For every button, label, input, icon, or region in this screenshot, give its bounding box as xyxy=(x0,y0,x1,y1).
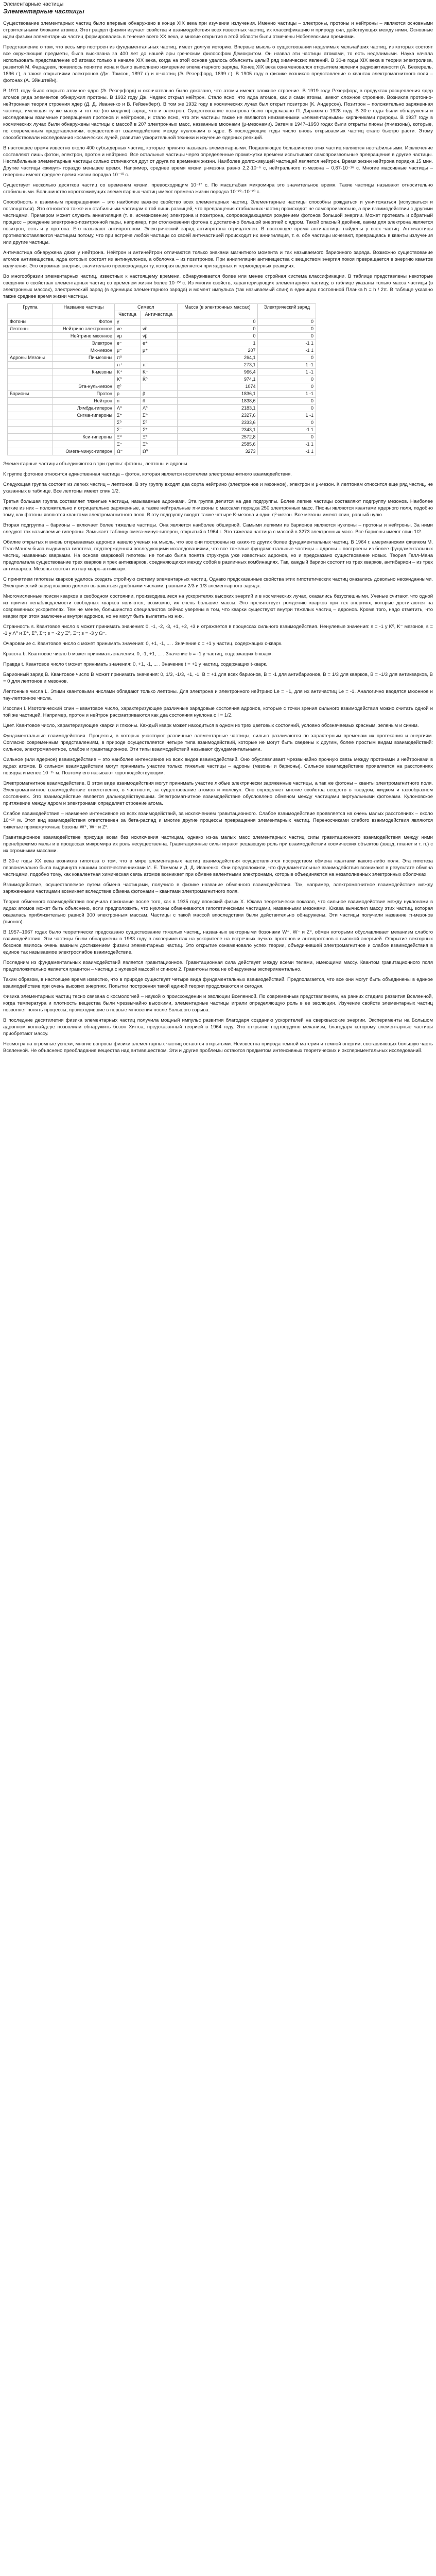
cell-group xyxy=(8,419,53,427)
paragraph: Слабое взаимодействие – наименее интенсивное из всех взаимодействий, за исключением гравитационного. Слабое взаимодействие проявляется на очень малых расстояниях – около 10⁻¹⁸ м. Этот вид взаимодействия ответственен за бета-распад и многие другие процессы превращения элементарных частиц. Переносчиками слабого взаимодействия являются тяжелые промежуточные бозоны W⁺, W⁻ и Z⁰. xyxy=(3,811,433,830)
cell-name: Нейтрино электронное xyxy=(53,326,115,333)
table-header-charge: Электрический заряд xyxy=(258,304,316,318)
paragraph: Очарование c. Квантовое число c может принимать значения: 0, +1, -1, ... . Значение c = +1 у частиц, содержащих c-кварк. xyxy=(3,641,283,647)
cell-antisymbol: Σ̃⁺ xyxy=(141,427,178,434)
table-row xyxy=(8,333,316,340)
paragraph: Барионный заряд B. Квантовое число B может принимать значения: 0, 1/3, -1/3, +1, -1. B = +1 для всех барионов, B = -1 для антибарионов, B = 1/3 для кварков, B = -1/3 для антикварков, B = 0 для лептонов и мезонов. xyxy=(3,672,433,684)
cell-charge: 1 -1 xyxy=(258,362,316,369)
paragraph: Лептонные числа L. Этими квантовыми числами обладают только лептоны. Для электрона и электронного нейтрино Le = +1, для их античастиц Le = -1. Аналогично вводятся мюонное и тау-лептонное числа. xyxy=(3,689,433,701)
cell-antisymbol: Ξ̃⁰ xyxy=(141,434,178,441)
table-subheader-antiparticle: Античастица xyxy=(141,311,178,318)
cell-charge: -1 1 xyxy=(258,448,316,455)
cell-name xyxy=(53,419,115,427)
table-row xyxy=(8,448,316,455)
cell-name: Нейтрино мюонное xyxy=(53,333,115,340)
cell-symbol: γ xyxy=(114,318,140,326)
cell-antisymbol: Ξ̃⁺ xyxy=(141,441,178,448)
paragraph: Элементарные частицы объединяются в три группы: фотоны, лептоны и адроны. xyxy=(3,461,189,467)
cell-mass: 0 xyxy=(177,318,258,326)
table-row xyxy=(8,369,316,376)
table-row xyxy=(8,326,316,333)
cell-mass: 2585,6 xyxy=(177,441,258,448)
cell-mass: 2572,8 xyxy=(177,434,258,441)
paragraph: Способность к взаимным превращениям – это наиболее важное свойство всех элементарных частиц. Элементарные частицы способны рождаться и уничтожаться (испускаться и поглощаться). Это относится также и к стабильным частицам с той лишь разницей, что превращения стабильных частиц происходят не самопроизвольно, а при взаимодействии с другими частицами. Примером может служить аннигиляция (т. е. исчезновение) электрона и позитрона, сопровождающаяся рождением фотонов большой энергии. Может протекать и обратный процесс – рождение электронно-позитронной пары, например, при столкновении фотона с достаточно большой энергией с ядром. Такой опасный двойник, каким для электрона является позитрон, есть и у протона. Его называют антипротоном. Электрический заряд антипротона отрицателен. В настоящее время античастицы найдены у всех частиц. Античастицы противопоставляются частицам потому, что при встрече любой частицы со своей античастицей происходит их аннигиляция, т. е. обе частицы исчезают, превращаясь в кванты излучения или другие частицы. xyxy=(3,199,433,245)
cell-group xyxy=(8,383,53,391)
cell-charge: 1 -1 xyxy=(258,391,316,398)
table-row xyxy=(8,434,316,441)
cell-name: Омега-минус-гиперон xyxy=(53,448,115,455)
paragraph: Электромагнитное взаимодействие. В этом виде взаимодействия могут принимать участие любые электрически заряженные частицы, а так же фотоны – кванты электромагнитного поля. Электромагнитное взаимодействие ответственно, в частности, за существование атомов и молекул. Оно определяет многие свойства веществ в твердом, жидком и газообразном состояниях. Это взаимодействие является дальнодействующим. Электромагнитное взаимодействие обусловлено обменом между частицами виртуальными фотонами. Кулоновское притяжение между ядром и электронами определяет строение атома. xyxy=(3,781,433,806)
cell-name: Эта-нуль-мезон xyxy=(53,383,115,391)
cell-symbol: νe xyxy=(114,326,140,333)
cell-charge: 0 xyxy=(258,318,316,326)
cell-symbol: νμ xyxy=(114,333,140,340)
cell-mass: 2333,6 xyxy=(177,419,258,427)
cell-name: К-мезоны xyxy=(53,369,115,376)
table-row xyxy=(8,354,316,362)
cell-symbol: K⁺ xyxy=(114,369,140,376)
cell-mass: 0 xyxy=(177,326,258,333)
cell-charge: 0 xyxy=(258,383,316,391)
cell-antisymbol: K̃⁰ xyxy=(141,376,178,383)
cell-mass: 2183,1 xyxy=(177,405,258,412)
cell-mass: 3273 xyxy=(177,448,258,455)
paragraph: Во многообразии элементарных частиц, известных к настоящему времени, обнаруживается более или менее стройная система классификации. В таблице представлены некоторые сведения о свойствах элементарных частиц со временем жизни более 10⁻²⁰ с. Из многих свойств, характеризующих элементарную частицу, в таблице указаны только масса частицы (в электронных массах), электрический заряд (в единицах элементарного заряда) и момент импульса (так называемый спин) в единицах постоянной Планка ħ = h / 2π. В таблице указано также среднее время жизни частицы. xyxy=(3,274,433,299)
cell-charge: 0 xyxy=(258,398,316,405)
cell-group xyxy=(8,398,53,405)
cell-symbol: e⁻ xyxy=(114,340,140,347)
cell-antisymbol: π⁻ xyxy=(141,362,178,369)
paragraph: Представление о том, что весь мир построен из фундаментальных частиц, имеет долгую историю. Впервые мысль о существовании неделимых мельчайших частиц, из которых состоят все окружающие предметы, была высказана за 400 лет до нашей эры греческим философом Демокритом. Он назвал эти частицы атомами, то есть неделимыми. Наука начала использовать представление об атомах только в начале XIX века, когда на этой основе удалось объяснить целый ряд химических явлений. В 30-е годы XIX века в теории электролиза, развитой М. Фарадеем, появилось понятие иона и было выполнено измерение элементарного заряда. Конец XIX века ознаменовался открытием явления радиоактивности (А. Беккерель, 1896 г.), а также открытиями электронов (Дж. Томсон, 1897 г.) и α-частиц (Э. Резерфорд, 1899 г.). В 1905 году в физике возникло представление о квантах электромагнитного поля – фотонах (А. Эйнштейн). xyxy=(3,44,433,83)
paragraph: В 1911 году было открыто атомное ядро (Э. Резерфорд) и окончательно было доказано, что атомы имеют сложное строение. В 1919 году Резерфорд в продуктах расщепления ядер атомов ряда элементов обнаружил протоны. В 1932 году Дж. Чедвик открыл нейтрон. Стало ясно, что ядра атомов, как и сами атомы, имеют сложное строение. Возникла протонно-нейтронная теория строения ядер (Д. Д. Иваненко и В. Гейзенберг). В том же 1932 году в космических лучах был открыт позитрон (К. Андерсон). Позитрон – положительно заряженная частица, имеющая ту же массу и тот же (по модулю) заряд, что и электрон. Существование позитрона было предсказано П. Дираком в 1928 году. В 30-е годы были обнаружены и исследованы взаимные превращения протонов и нейтронов, и стало ясно, что эти частицы также не являются неизменными «элементарными» кирпичиками природы. В 1937 году в космических лучах были обнаружены частицы с массой в 207 электронных масс, названные мюонами (μ-мезонами). Затем в 1947–1950 годах были открыты пионы (π-мезоны), которые, по современным представлениям, осуществляют взаимодействие между нуклонами в ядре. В последующие годы число вновь открываемых частиц стало быстро расти. Этому способствовали исследования космических лучей, развитие ускорительной техники и изучение ядерных реакций. xyxy=(3,88,433,141)
cell-name xyxy=(53,376,115,383)
paragraph: Следующая группа состоит из легких частиц – лептонов. В эту группу входят два сорта нейтрино (электронное и мюонное), электрон и μ-мезон. К лептонам относится еще ряд частиц, не указанных в таблице. Все лептоны имеют спин 1/2. xyxy=(3,482,433,494)
cell-group: Лептоны xyxy=(8,326,53,333)
paragraph: Взаимодействие, осуществляемое путем обмена частицами, получило в физике название обменного взаимодействия. Так, например, электромагнитное взаимодействие между заряженными частицами возникает вследствие обмена фотонами – квантами электромагнитного поля. xyxy=(3,882,433,894)
paragraph: Существование элементарных частиц было впервые обнаружено в конце XIX века при изучении излучения. Именно частицы – электроны, протоны и нейтроны – являются основными строительными блоками атомов. Этот раздел физики изучает свойства и взаимодействия всех известных частиц, их классификацию и природу сил, действующих между ними. Основные идеи физики элементарных частиц формировались в течение всего XX века, и многие открытия в этой области были отмечены Нобелевскими премиями. xyxy=(3,21,433,40)
cell-antisymbol: Σ̃⁻ xyxy=(141,412,178,419)
paragraph: В 30-е годы XX века возникла гипотеза о том, что в мире элементарных частиц взаимодействия осуществляются посредством обмена квантами какого-либо поля. Эта гипотеза первоначально была выдвинута нашими соотечественниками И. Е. Таммом и Д. Д. Иваненко. Они предположили, что фундаментальные взаимодействия возникают в результате обмена частицами, подобно тому, как ковалентная химическая связь атомов возникает при обмене валентными электронами, которые объединяются на незаполненных электронных оболочках. xyxy=(3,858,433,877)
cell-symbol: K⁰ xyxy=(114,376,140,383)
cell-antisymbol: K⁻ xyxy=(141,369,178,376)
cell-mass: 2327,6 xyxy=(177,412,258,419)
table-row xyxy=(8,391,316,398)
table-subheader-particle: Частица xyxy=(114,311,140,318)
paragraph: В последние десятилетия физика элементарных частиц получила мощный импульс развития благодаря созданию ускорителей на сверхвысокие энергии. Эксперименты на Большом адронном коллайдере позволили обнаружить бозон Хиггса, предсказанный теорией в 1964 году. Это открытие подтвердило механизм, благодаря которому элементарные частицы приобретают массу. xyxy=(3,1018,433,1037)
cell-mass: 1074 xyxy=(177,383,258,391)
table-row xyxy=(8,412,316,419)
cell-symbol: π⁰ xyxy=(114,354,140,362)
cell-symbol: μ⁻ xyxy=(114,347,140,354)
paragraph: Несмотря на огромные успехи, многие вопросы физики элементарных частиц остаются открытыми. Неизвестна природа темной материи и темной энергии, составляющих большую часть Вселенной. Не объяснено преобладание вещества над антивеществом. Эти и другие проблемы остаются предметом интенсивных теоретических и экспериментальных исследований. xyxy=(3,1041,433,1054)
cell-symbol: Ξ⁻ xyxy=(114,441,140,448)
cell-name: Протон xyxy=(53,391,115,398)
paragraph: Теория обменного взаимодействия получила признание после того, как в 1935 году японский физик Х. Юкава теоретически показал, что сильное взаимодействие между нуклонами в ядрах атомов может быть объяснено, если предположить, что нуклоны обмениваются гипотетическими частицами, названными мезонами. Юкава вычислил массу этих частиц, которая оказалась приблизительно равной 300 электронным массам. Частицы с такой массой впоследствии были действительно обнаружены. Эти частицы получили название π-мезонов (пионов). xyxy=(3,899,433,925)
particles-table xyxy=(7,303,316,455)
cell-symbol: Σ⁰ xyxy=(114,419,140,427)
table-row xyxy=(8,441,316,448)
cell-name: Нейтрон xyxy=(53,398,115,405)
cell-name: Кси-гипероны xyxy=(53,434,115,441)
cell-symbol: Σ⁻ xyxy=(114,427,140,434)
paragraph: Обилие открытых и вновь открываемых адронов навело ученых на мысль, что все они построены из каких-то других более фундаментальных частиц. В 1964 г. американским физиком М. Гелл-Маном была выдвинута гипотеза, подтвержденная последующими исследованиями, что все тяжелые фундаментальные частицы – адроны – построены из более фундаментальных частиц, названных кварками. На основе кварковой гипотезы не только была понята структура уже известных адронов, но и предсказано существование новых. Теория Гелл-Мана предполагала существование трех кварков и трех антикварков, соединяющихся между собой в различных комбинациях. Так, каждый барион состоит из трех кварков, антибарион – из трех антикварков. Мезоны состоят из пар кварк–антикварк. xyxy=(3,539,433,572)
table-row xyxy=(8,427,316,434)
paragraph: С принятием гипотезы кварков удалось создать стройную систему элементарных частиц. Однако предсказанные свойства этих гипотетических частиц оказались довольно неожиданными. Электрический заряд кварков должен выражаться дробными числами, равными 2/3 и 1/3 элементарного заряда. xyxy=(3,577,433,589)
particles-table-wrap xyxy=(3,303,433,455)
paragraphs-bottom xyxy=(3,461,433,1054)
cell-charge: -1 1 xyxy=(258,347,316,354)
cell-group xyxy=(8,369,53,376)
page xyxy=(0,0,436,1068)
cell-charge: -1 1 xyxy=(258,427,316,434)
cell-symbol: π⁺ xyxy=(114,362,140,369)
cell-charge: -1 1 xyxy=(258,441,316,448)
cell-charge: 0 xyxy=(258,434,316,441)
table-header-mass: Масса (в электронных массах) xyxy=(177,304,258,318)
cell-name: Электрон xyxy=(53,340,115,347)
cell-mass: 1838,6 xyxy=(177,398,258,405)
cell-group xyxy=(8,434,53,441)
cell-group xyxy=(8,448,53,455)
table-row xyxy=(8,362,316,369)
cell-group xyxy=(8,362,53,369)
table-header-group: Группа xyxy=(8,304,53,318)
cell-name: Фотон xyxy=(53,318,115,326)
cell-mass: 273,1 xyxy=(177,362,258,369)
cell-charge: 0 xyxy=(258,419,316,427)
breadcrumb[interactable]: Элементарные частицы xyxy=(3,1,64,7)
cell-antisymbol: e⁺ xyxy=(141,340,178,347)
paragraph: Многочисленные поиски кварков в свободном состоянии, производившиеся на ускорителях высоких энергий и в космических лучах, оказались безуспешными. Ученые считают, что одной из причин ненаблюдаемости свободных кварков являются, возможно, их очень большие массы. Это препятствует рождению кварков при тех энергиях, которые достигаются на современных ускорителях. Тем не менее, большинство специалистов сейчас уверены в том, что кварки существуют внутри тяжелых частиц – адронов. Кроме того, надо отметить, что кварки при этом заключены внутри адронов, но не могут быть вылетать из них. xyxy=(3,594,433,619)
paragraph: Цвет. Квантовое число, характеризующее кварки и глюоны. Каждый кварк может находиться в одном из трех цветовых состояний, условно обозначаемых красным, зеленым и синим. xyxy=(3,723,419,728)
cell-symbol: Ξ⁰ xyxy=(114,434,140,441)
cell-group: Фотоны xyxy=(8,318,53,326)
article-body xyxy=(3,20,433,1054)
cell-charge: -1 1 xyxy=(258,340,316,347)
paragraph: Существует несколько десятков частиц со временем жизни, превосходящим 10⁻¹⁷ с. По масштабам микромира это значительное время. Такие частицы называют относительно стабильными. Большинство короткоживущих элементарных частиц имеют времена жизни порядка 10⁻²²–10⁻²³ с. xyxy=(3,182,433,195)
cell-name xyxy=(53,362,115,369)
paragraph: В настоящее время известно около 400 субъядерных частиц, которые принято называть элементарными. Подавляющее большинство этих частиц являются нестабильными. Исключение составляют лишь фотон, электрон, протон и нейтрино. Все остальные частицы через определенные промежутки времени испытывают самопроизвольные превращения в другие частицы. Нестабильные элементарные частицы сильно отличаются друг от друга по временам жизни. Наиболее долгоживущей частицей является нейтрон. Время жизни нейтрона порядка 15 мин. Другие частицы «живут» гораздо меньшее время. Например, среднее время жизни μ-мезона равно 2,2·10⁻⁶ с, нейтрального π-мезона – 0,87·10⁻¹⁶ с. Многие массивные частицы – гипероны имеют среднее время жизни порядка 10⁻¹⁰ с. xyxy=(3,145,433,178)
cell-antisymbol xyxy=(141,318,178,326)
cell-antisymbol xyxy=(141,383,178,391)
cell-antisymbol xyxy=(141,354,178,362)
cell-charge: 1 -1 xyxy=(258,412,316,419)
cell-antisymbol: ν̃μ xyxy=(141,333,178,340)
cell-name: Лямбда-гиперон xyxy=(53,405,115,412)
cell-mass: 1 xyxy=(177,340,258,347)
cell-group xyxy=(8,347,53,354)
cell-mass: 1836,1 xyxy=(177,391,258,398)
table-row xyxy=(8,383,316,391)
table-row xyxy=(8,340,316,347)
cell-antisymbol: Ω̃⁺ xyxy=(141,448,178,455)
cell-group xyxy=(8,376,53,383)
paragraph: Правда t. Квантовое число t может принимать значения: 0, +1, -1, ... . Значение t = +1 у частиц, содержащих t-кварк. xyxy=(3,662,268,667)
cell-group xyxy=(8,405,53,412)
table-row xyxy=(8,347,316,354)
paragraph: Физика элементарных частиц тесно связана с космологией – наукой о происхождении и эволюции Вселенной. По современным представлениям, на ранних стадиях развития Вселенной, когда температура и плотность вещества были чрезвычайно высокими, элементарные частицы играли определяющую роль в ее эволюции. Изучение свойств элементарных частиц позволяет понять процессы, происходившие в первые мгновения после Большого взрыва. xyxy=(3,994,433,1013)
paragraph: Античастица обнаружена даже у нейтрона. Нейтрон и антинейтрон отличаются только знаками магнитного момента и так называемого барионного заряда. Возможно существование атомов антивещества, ядра которых состоят из антинуклонов, а оболочка – из позитронов. При аннигиляции антивещества с веществом энергия покоя превращается в энергию квантов излучения. Это огромная энергия, значительно превосходящая ту, которая выделяется при ядерных и термоядерных реакциях. xyxy=(3,250,433,269)
paragraph: В 1957–1967 годах было теоретически предсказано существование тяжелых частиц, названных векторными бозонами W⁺, W⁻ и Z⁰, обмен которыми обуславливает механизм слабого взаимодействия. Эти частицы были обнаружены в 1983 году в экспериментах на ускорителе на встречных пучках протонов и антипротонов с высокой энергией. Открытие векторных бозонов явилось очень важным достижением физики элементарных частиц. Это открытие ознаменовало успех теории, объединившей электромагнитное и слабое взаимодействия в единое так называемое электрослабое взаимодействие. xyxy=(3,929,433,955)
cell-mass: 966,4 xyxy=(177,369,258,376)
cell-group xyxy=(8,412,53,419)
paragraph: Последним из фундаментальных взаимодействий является гравитационное. Гравитационная сила действует между всеми телами, имеющими массу. Квантом гравитационного поля предположительно является гравитон – частица с нулевой массой и спином 2. Гравитоны пока не обнаружены экспериментально. xyxy=(3,960,433,972)
cell-name: Сигма-гипероны xyxy=(53,412,115,419)
cell-antisymbol: ν̃e xyxy=(141,326,178,333)
cell-group xyxy=(8,340,53,347)
cell-mass: 264,1 xyxy=(177,354,258,362)
paragraph: Сильное (или ядерное) взаимодействие – это наиболее интенсивное из всех видов взаимодействий. Оно обуславливает чрезвычайно прочную связь между протонами и нейтронами в ядрах атомов. В сильном взаимодействии могут принимать участие только тяжелые частицы – адроны (мезоны и барионы). Сильное взаимодействие проявляется на расстояниях порядка и менее 10⁻¹⁵ м. Поэтому его называют короткодействующим. xyxy=(3,757,433,776)
paragraph: Фундаментальные взаимодействия. Процессы, в которых участвуют различные элементарные частицы, сильно различаются по характерным временам их протекания и энергиям. Согласно современным представлениям, в природе осуществляется четыре типа взаимодействий, которые не могут быть сведены к другим, более простым видам взаимодействий: сильное, электромагнитное, слабое и гравитационное. Эти типы взаимодействий называют фундаментальными. xyxy=(3,733,433,752)
cell-mass: 0 xyxy=(177,333,258,340)
cell-antisymbol: Λ̃⁰ xyxy=(141,405,178,412)
cell-charge: 0 xyxy=(258,354,316,362)
cell-group xyxy=(8,333,53,340)
cell-symbol: Λ⁰ xyxy=(114,405,140,412)
paragraph: К группе фотонов относится единственная частица – фотон, которая является носителем электромагнитного взаимодействия. xyxy=(3,471,292,477)
paragraph: Изоспин I. Изотопический спин – квантовое число, характеризующее различные зарядовые состояния адронов, которые с точки зрения сильного взаимодействия можно считать одной и той же частицей. Например, протон и нейтрон рассматриваются как два состояния нуклона с I = 1/2. xyxy=(3,706,433,718)
cell-name: Пи-мезоны xyxy=(53,354,115,362)
cell-antisymbol: ñ xyxy=(141,398,178,405)
cell-antisymbol: p̃ xyxy=(141,391,178,398)
cell-group: Барионы xyxy=(8,391,53,398)
table-body xyxy=(8,318,316,455)
paragraphs-top xyxy=(3,20,433,300)
table-row xyxy=(8,398,316,405)
paragraph: Вторая подгруппа – барионы – включает более тяжелые частицы. Она является наиболее обширной. Самыми легкими из барионов являются нуклоны – протоны и нейтроны. За ними следуют так называемые гипероны. Замыкает таблицу омега-минус-гиперон, открытый в 1964 г. Это тяжелая частица с массой в 3273 электронных масс. Все барионы имеют спин 1/2. xyxy=(3,522,433,535)
cell-antisymbol: Σ̃⁰ xyxy=(141,419,178,427)
cell-charge: 0 xyxy=(258,333,316,340)
paragraph: Красота b. Квантовое число b может принимать значения: 0, -1, +1, ... . Значение b = -1 у частиц, содержащих b-кварк. xyxy=(3,651,273,657)
cell-antisymbol: μ⁺ xyxy=(141,347,178,354)
cell-charge: 1 -1 xyxy=(258,369,316,376)
table-header-name: Название частицы xyxy=(53,304,115,318)
table-header-symbol: Символ xyxy=(114,304,177,311)
cell-group xyxy=(8,441,53,448)
cell-mass: 974,1 xyxy=(177,376,258,383)
cell-name xyxy=(53,427,115,434)
paragraph: Странность s. Квантовое число s может принимать значения: 0, -1, -2, -3, +1, +2, +3 и отражается в процессах сильного взаимодействия. Ненулевые значения: s = -1 у K⁰, K⁻ мезонов, s = -1 у Λ⁰ и Σ⁺, Σ⁰, Σ⁻; s = -2 у Ξ⁰, Ξ⁻; s = -3 у Ω⁻. xyxy=(3,624,433,636)
cell-symbol: p xyxy=(114,391,140,398)
cell-mass: 207 xyxy=(177,347,258,354)
cell-group: Адроны Мезоны xyxy=(8,354,53,362)
cell-name xyxy=(53,441,115,448)
cell-symbol: Ω⁻ xyxy=(114,448,140,455)
table-row xyxy=(8,405,316,412)
cell-charge: 0 xyxy=(258,376,316,383)
page-title: Элементарные частицы xyxy=(3,8,84,15)
paragraph: Таким образом, в настоящее время известно, что в природе существует четыре вида фундаментальных взаимодействий. Предполагается, что все они могут быть объединены в единое взаимодействие при очень высоких энергиях. Попытки построения такой единой теории продолжаются и сегодня. xyxy=(3,977,433,989)
table-row xyxy=(8,419,316,427)
cell-charge: 0 xyxy=(258,405,316,412)
cell-group xyxy=(8,427,53,434)
cell-name: Мю-мезон xyxy=(53,347,115,354)
cell-mass: 2343,1 xyxy=(177,427,258,434)
cell-symbol: η⁰ xyxy=(114,383,140,391)
cell-symbol: n xyxy=(114,398,140,405)
cell-charge: 0 xyxy=(258,326,316,333)
paragraph: Гравитационное взаимодействие присуще всем без исключения частицам, однако из-за малых масс элементарных частиц силы гравитационного взаимодействия между ними пренебрежимо малы и в процессах микромира их роль несущественна. Гравитационные силы играют решающую роль при взаимодействии космических объектов (звезд, планет и т. п.) с их огромными массами. xyxy=(3,835,433,854)
table-row xyxy=(8,318,316,326)
cell-symbol: Σ⁺ xyxy=(114,412,140,419)
paragraph: Третья большая группа составляет тяжелые частицы, называемые адронами. Эта группа делится на две подгруппы. Более легкие частицы составляют подгруппу мезонов. Наиболее легкие из них – положительно и отрицательно заряженные, а также нейтральные π-мезоны с массами порядка 250 электронных масс. Пионы являются квантами ядерного поля, подобно тому, как фотоны являются квантами электромагнитного поля. В эту подгруппу входят также четыре K-мезона и один η⁰-мезон. Все мезоны имеют спин, равный нулю. xyxy=(3,499,433,518)
table-row xyxy=(8,376,316,383)
